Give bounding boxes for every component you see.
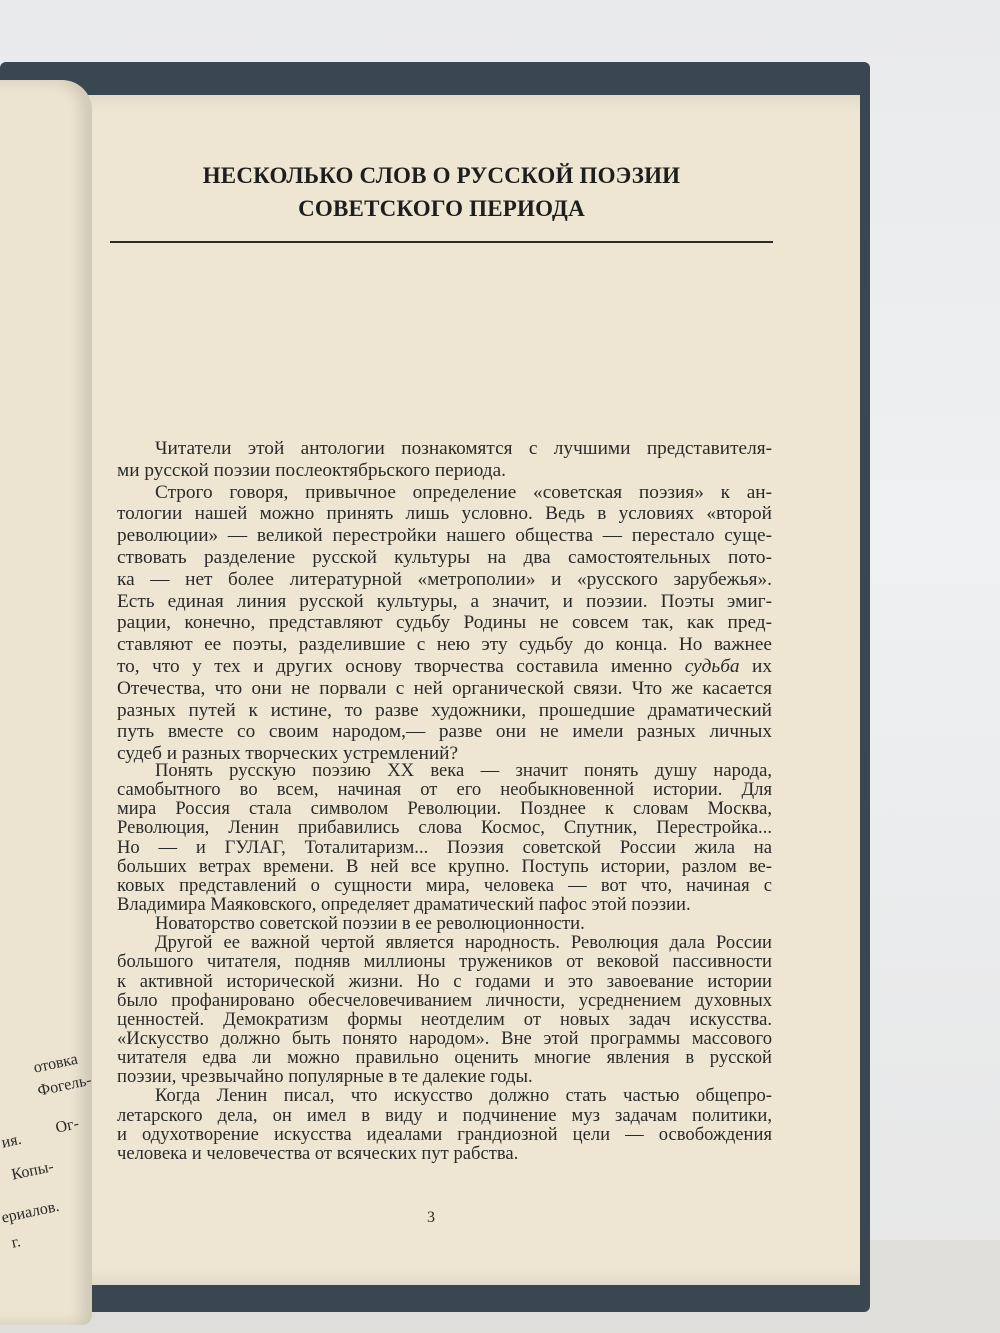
paragraph-line: и одухотворение искусства идеалами грандиозной цели — освобождения xyxy=(117,1123,772,1145)
left-page-fragment: Копы- xyxy=(10,1158,56,1184)
left-page-fragment: Фогель- xyxy=(36,1071,94,1100)
paragraph-line: ми русской поэзии послеоктябрьского периода. xyxy=(117,459,506,481)
paragraph-line: ценностей. Демократизм формы неотделим от новых задач искусства. xyxy=(117,1008,772,1030)
paragraph-line: тологии нашей можно принять лишь условно. Ведь в условиях «второй xyxy=(117,503,772,525)
paragraph-line: ка — нет более литературной «метрополии» и «русского зарубежья». xyxy=(117,568,772,590)
paragraph-line: Новаторство советской поэзии в ее революционности. xyxy=(155,913,585,935)
paragraph-line: Отечества, что они не порвали с ней органической связи. Что же касается xyxy=(117,677,772,699)
paragraph-line: большого читателя, подняв миллионы тружеников от вековой пассивности xyxy=(117,951,772,973)
paragraph-line: мира Россия стала символом Революции. Позднее к словам Москва, xyxy=(117,798,772,820)
chapter-title-line-2: СОВЕТСКОГО ПЕРИОДА xyxy=(298,196,585,221)
paragraph-line: летарского дела, он имел в виду и подчинение муз задачам политики, xyxy=(117,1104,772,1126)
page-number: 3 xyxy=(427,1209,435,1226)
paragraph-line: то, что у тех и других основу творчества составила именно судьба их xyxy=(117,655,772,677)
paragraph-line: человека и человечества от всяческих пут рабства. xyxy=(117,1142,519,1164)
paragraph-line: Когда Ленин писал, что искусство должно стать частью общепро- xyxy=(155,1085,772,1107)
paragraph-line: разных путей к истине, то разве художники, прошедшие драматический xyxy=(117,699,772,721)
paragraph-line: Есть единая линия русской культуры, а значит, и поэзии. Поэты эмиг- xyxy=(117,590,772,612)
chapter-title-line-1: НЕСКОЛЬКО СЛОВ О РУССКОЙ ПОЭЗИИ xyxy=(202,163,681,188)
paragraph-line: ставляют ее поэты, разделившие с нею эту судьбу до конца. Но важнее xyxy=(117,634,772,656)
paragraph-line: рации, конечно, представляют судьбу Родины не совсем так, как пред- xyxy=(117,612,772,634)
body-text-block-2 xyxy=(117,761,772,1163)
paragraph-line: к активной исторической жизни. Но с годами и это завоевание истории xyxy=(117,970,772,992)
left-page-fragment: ия. xyxy=(0,1130,24,1152)
paragraph-line: читателя едва ли можно правильно оценить многие явления в русской xyxy=(117,1047,772,1069)
left-page-fragment: г. xyxy=(10,1233,23,1252)
paragraph-line: поэзии, чрезвычайно популярные в те далекие годы. xyxy=(117,1066,533,1088)
left-page-fragment: ериалов. xyxy=(0,1197,61,1227)
left-page-fragment: отовка xyxy=(32,1050,80,1077)
paragraph-line: Строго говоря, привычное определение «советская поэзия» к ан- xyxy=(155,481,772,503)
left-page-fragment: Ог- xyxy=(54,1115,81,1137)
paragraph-line: путь вместе со своим народом,— разве они не имели разных личных xyxy=(117,721,772,743)
paragraph-line: Читатели этой антологии познакомятся с лучшими представителя- xyxy=(155,438,772,459)
paragraph-line: ствовать разделение русской культуры на два самостоятельных пото- xyxy=(117,546,772,568)
paragraph-line: Понять русскую поэзию XX века — значит понять душу народа, xyxy=(155,760,772,781)
body-text-block-1 xyxy=(117,438,772,765)
paragraph-line: ковых представлений о сущности мира, человека — вот что, начиная с xyxy=(117,874,772,896)
paragraph-line: больших ветрах времени. В ней все крупно. Поступь истории, разлом ве- xyxy=(117,855,772,877)
left-page xyxy=(0,80,92,1325)
paragraph-line: Но — и ГУЛАГ, Тоталитаризм... Поэзия советской России жила на xyxy=(117,836,772,858)
paragraph-line: Революция, Ленин прибавились слова Космос, Спутник, Перестройка... xyxy=(117,817,772,839)
paragraph-line: самобытного во всем, начиная от его необыкновенной истории. Для xyxy=(117,779,772,801)
paragraph-line: революции» — великой перестройки нашего общества — перестало суще- xyxy=(117,525,772,547)
paragraph-line: судеб и разных творческих устремлений? xyxy=(117,743,459,765)
title-divider xyxy=(110,241,773,243)
paragraph-line: было профанировано обесчеловечиванием личности, усреднением духовных xyxy=(117,989,772,1011)
paragraph-line: Владимира Маяковского, определяет драматический пафос этой поэзии. xyxy=(117,893,691,915)
paragraph-line: Другой ее важной чертой является народность. Революция дала России xyxy=(155,932,772,954)
paragraph-line: «Искусство должно быть понято народом». Вне этой программы массового xyxy=(117,1027,772,1049)
